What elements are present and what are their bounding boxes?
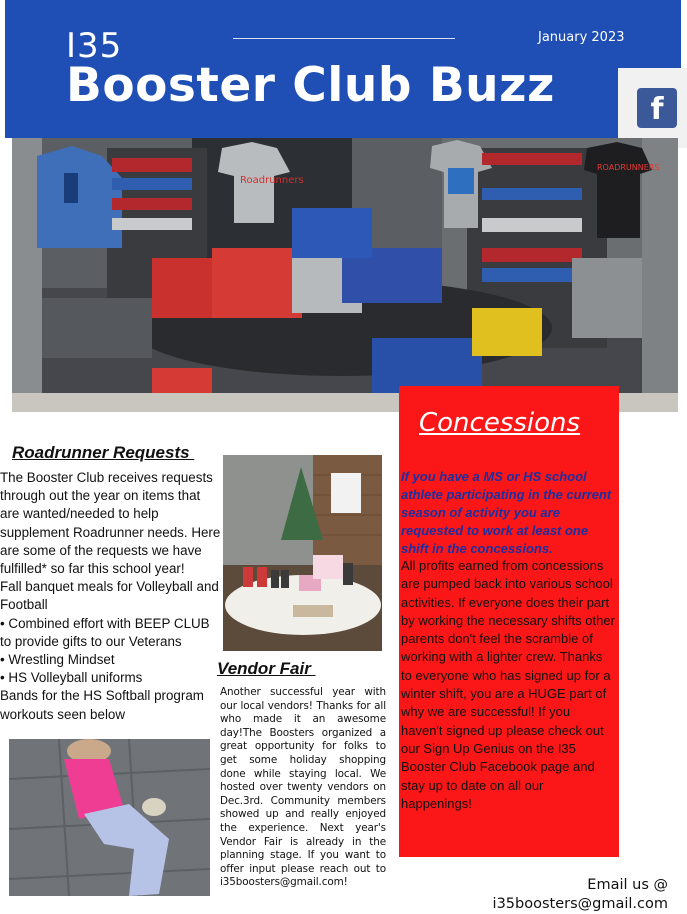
header-school: I35 (66, 26, 123, 66)
newsletter-title: Booster Club Buzz (66, 58, 555, 113)
contact-email[interactable] (480, 876, 668, 914)
request-item: Bands for the HS Softball program workouts seen below (0, 688, 204, 722)
requests-intro: The Booster Club receives requests through out the year on items that are wanted/needed to help supplement Roadrunner needs. Here are some of the requests we have fulfilled* so far this school year! (0, 470, 221, 577)
merchandise-photo (12, 138, 678, 412)
vendor-fair-body: Another successful year with our local vendors! Thanks for all who made it an awesome day!The Boosters organized a great opportunity for folks to get some holiday shopping done while staying local. We hosted over twenty vendors on Dec.3rd. Community members showed up and really enjoyed the experience. Next year's Vendor Fair is already in the planning stage. If you want to offer input please reach out to i35boosters@gmail.com! (220, 686, 386, 889)
request-item: • Wrestling Mindset (0, 652, 115, 668)
vendor-fair-photo (223, 455, 382, 651)
facebook-icon[interactable]: f (637, 88, 677, 128)
concessions-body: All profits earned from concessions are pumped back into various school activities. If everyone does their part by working the necessary shifts other parents don't feel the scramble of working with a lighter crew. Thanks to everyone who has signed up for a winter shift, you are a HUGE part of why we are successful! If you haven't signed up please check out our Sign Up Genius on the I35 Booster Club Facebook page and stay up to date on all our happenings! (401, 558, 615, 811)
roadrunner-requests-heading: Roadrunner Requests (12, 443, 195, 462)
svg-text:ROADRUNNERS: ROADRUNNERS (597, 163, 660, 172)
svg-text:Roadrunners: Roadrunners (240, 175, 304, 186)
email-label: Email us @ (587, 877, 668, 893)
softball-workout-photo (9, 739, 210, 896)
header-rule (233, 38, 455, 39)
concessions-highlight: If you have a MS or HS school athlete participating in the current season of activity you are requested to work at least one shift in the concessions. (401, 469, 612, 556)
request-item: • Combined effort with BEEP CLUB to provide gifts to our Veterans (0, 615, 210, 649)
vendor-fair-heading: Vendor Fair (217, 659, 316, 678)
request-item: • HS Volleyball uniforms (0, 670, 143, 686)
concessions-heading: Concessions (419, 408, 581, 438)
issue-date: January 2023 (538, 30, 625, 45)
request-item: Fall banquet meals for Volleyball and Football (0, 579, 219, 613)
roadrunner-requests-body (0, 469, 222, 724)
email-address[interactable]: i35boosters@gmail.com (492, 896, 668, 912)
